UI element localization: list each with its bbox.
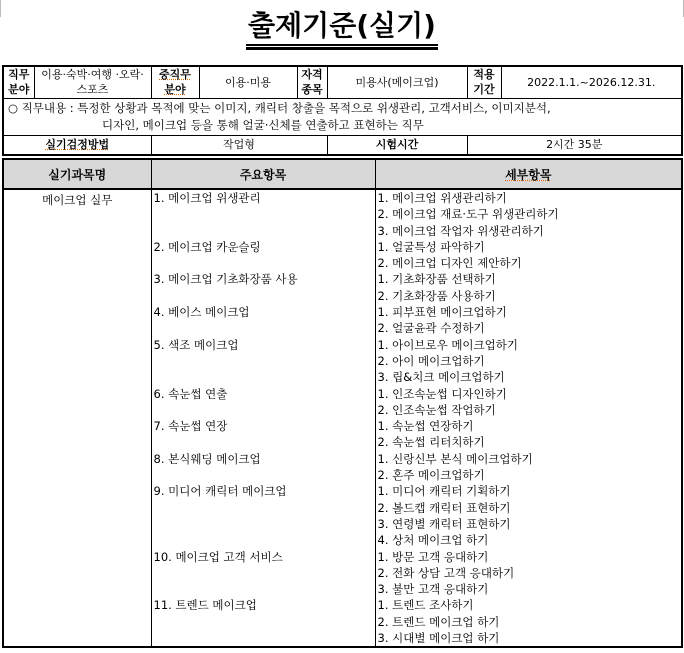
detail-item: 4. 상처 메이크업 하기 — [377, 533, 489, 548]
detail-item: 2. 아이 메이크업하기 — [377, 353, 485, 368]
detail-item: 2. 혼주 메이크업하기 — [377, 468, 485, 483]
detail-item: 1. 아이브로우 메이크업하기 — [377, 337, 518, 352]
period-value: 2022.1.1.~2026.12.31. — [501, 66, 682, 98]
job-field-value: 이용·숙박·여행 ·오락·스포츠 — [34, 66, 151, 98]
detail-item: 1. 피부표현 메이크업하기 — [377, 305, 507, 320]
duty-description — [3, 98, 682, 135]
detail-item: 2. 전화 상담 고객 응대하기 — [377, 565, 515, 580]
time-value: 2시간 35분 — [467, 135, 682, 155]
detail-item: 3. 불만 고객 응대하기 — [377, 582, 489, 597]
detail-item: 2. 볼드캡 캐릭터 표현하기 — [377, 500, 511, 515]
detail-item: 2. 얼굴윤곽 수정하기 — [377, 321, 485, 336]
main-item — [152, 483, 375, 548]
detail-item: 3. 립&치크 메이크업하기 — [377, 370, 505, 385]
detail-item: 1. 신랑신부 본식 메이크업하기 — [377, 451, 533, 466]
detail-item: 3. 연령별 캐릭터 표현하기 — [377, 516, 511, 531]
main-item-label: 2. 메이크업 카운슬링 — [153, 239, 261, 254]
main-item-label: 5. 색조 메이크업 — [153, 337, 239, 352]
header-main-item: 주요항목 — [151, 159, 375, 189]
main-items-column — [151, 189, 375, 647]
period-label: 적용 기간 — [467, 66, 501, 98]
main-item-label: 6. 속눈썹 연출 — [153, 386, 228, 401]
main-item-label: 1. 메이크업 위생관리 — [153, 191, 261, 205]
main-item-label: 9. 미디어 캐릭터 메이크업 — [153, 484, 287, 499]
detail-item: 1. 기초화장품 선택하기 — [377, 272, 496, 287]
info-table — [2, 65, 683, 156]
method-label: 실기검정방법 — [3, 135, 151, 155]
page-title: 출제기준(실기) — [246, 8, 438, 46]
duty-line-2: 디자인, 메이크업 등을 통해 얼굴·신체를 연출하고 표현하는 직무 — [102, 117, 424, 132]
sub-field-value: 이용·미용 — [199, 66, 297, 98]
detail-item: 3. 메이크업 작업자 위생관리하기 — [377, 223, 544, 238]
detail-item: 2. 인조속눈썹 작업하기 — [377, 402, 496, 417]
detail-item: 2. 메이크업 재료·도구 위생관리하기 — [377, 207, 559, 222]
main-item — [152, 304, 375, 337]
main-item — [152, 418, 375, 451]
main-item — [152, 597, 375, 646]
main-item-label: 7. 속눈썹 연장 — [153, 419, 228, 434]
main-item-label: 11. 트렌드 메이크업 — [153, 598, 257, 613]
detail-item: 2. 기초화장품 사용하기 — [377, 288, 496, 303]
qualification-label: 자격 종목 — [297, 66, 327, 98]
detail-item: 1. 방문 고객 응대하기 — [377, 549, 489, 564]
time-label: 시험시간 — [327, 135, 467, 155]
main-item — [152, 451, 375, 484]
qualification-value: 미용사(메이크업) — [327, 66, 467, 98]
main-item-label: 4. 베이스 메이크업 — [153, 305, 250, 320]
title-wrap — [0, 8, 684, 46]
sub-field-label: 중직무 분야 — [151, 66, 199, 98]
detail-item: 2. 메이크업 디자인 제안하기 — [377, 256, 522, 271]
detail-item: 1. 얼굴특성 파악하기 — [377, 239, 485, 254]
job-field-label: 직무 분야 — [3, 66, 34, 98]
header-subject: 실기과목명 — [3, 159, 151, 189]
duty-line-1: ○ 직무내용 : 특정한 상황과 목적에 맞는 이미지, 캐릭터 창출을 목적으로 위생관리, 고객서비스, 이미지분석, — [8, 100, 551, 115]
main-item — [152, 386, 375, 419]
detail-item: 3. 시대별 메이크업 하기 — [377, 631, 500, 646]
main-item — [152, 190, 375, 239]
header-detail-item: 세부항목 — [375, 159, 682, 189]
detail-item: 1. 인조속눈썹 디자인하기 — [377, 386, 507, 401]
main-item — [152, 271, 375, 304]
detail-item: 1. 미디어 캐릭터 기획하기 — [377, 484, 511, 499]
main-item-label: 10. 메이크업 고객 서비스 — [153, 549, 283, 564]
detail-item: 1. 속눈썹 연장하기 — [377, 419, 474, 434]
subject-name: 메이크업 실무 — [3, 189, 151, 647]
detail-item: 2. 속눈썹 리터치하기 — [377, 435, 485, 450]
criteria-table — [2, 158, 683, 648]
detail-item: 2. 트렌드 메이크업 하기 — [377, 614, 500, 629]
main-item-label: 3. 메이크업 기초화장품 사용 — [153, 272, 298, 287]
main-item — [152, 239, 375, 272]
main-item — [152, 337, 375, 386]
method-value: 작업형 — [151, 135, 327, 155]
main-item-label: 8. 본식웨딩 메이크업 — [153, 451, 261, 466]
detail-items-column — [375, 189, 682, 647]
detail-item: 1. 트렌드 조사하기 — [377, 598, 474, 613]
main-item — [152, 549, 375, 598]
detail-item: 1. 메이크업 위생관리하기 — [377, 191, 507, 205]
